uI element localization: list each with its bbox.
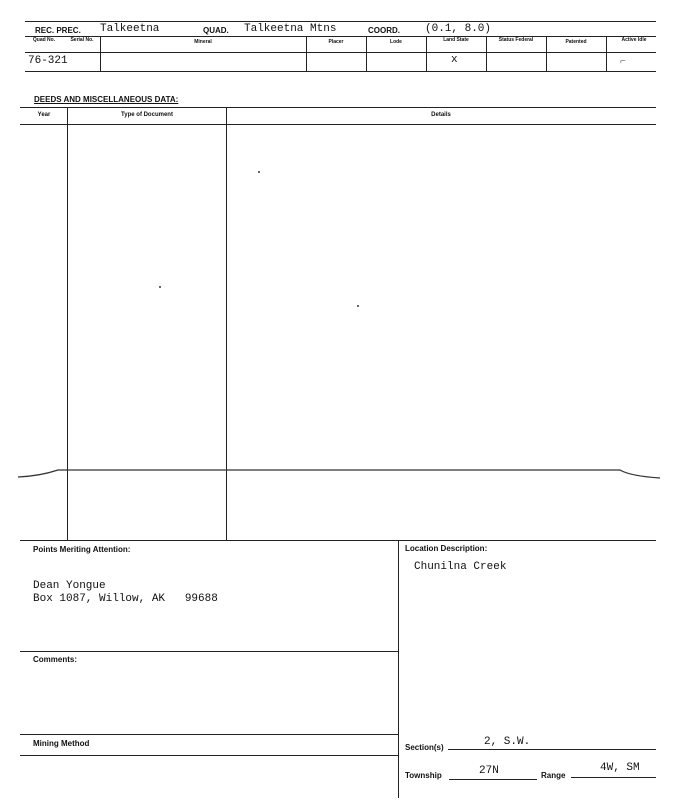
deeds-title: DEEDS AND MISCELLANEOUS DATA:: [34, 95, 179, 104]
col-lode: Lode: [390, 39, 402, 45]
location-label: Location Description:: [405, 544, 488, 553]
land-state-mark: x: [451, 54, 458, 66]
section-label: Section(s): [405, 743, 444, 752]
coord-label: COORD.: [368, 26, 400, 35]
mining-label: Mining Method: [33, 739, 90, 748]
points-name: Dean Yongue: [33, 580, 106, 592]
col-patented: Patented: [565, 39, 587, 45]
top-rule: [25, 21, 656, 22]
township-label: Township: [405, 771, 442, 780]
details-header: Details: [431, 112, 451, 118]
location-value: Chunilna Creek: [414, 561, 507, 573]
deeds-top-rule: [20, 107, 656, 108]
col-placer: Placer: [328, 39, 344, 45]
col-divider: [426, 36, 427, 71]
range-field-line: [571, 777, 656, 778]
mining-field-rule: [20, 755, 398, 756]
speck: [159, 286, 161, 288]
quad-no-value: 76-321: [28, 55, 68, 67]
section-value: 2, S.W.: [484, 736, 531, 748]
col-active-idle: Active Idle: [621, 37, 647, 43]
mining-rule: [20, 734, 398, 735]
points-address: Box 1087, Willow, AK 99688: [33, 593, 218, 605]
section-field-line: [448, 749, 656, 750]
col-quad-no: Quad No.: [32, 37, 56, 43]
township-field-line: [449, 779, 537, 780]
rec-prec-label: REC. PREC.: [35, 26, 81, 35]
record-row-bottom: [25, 71, 656, 72]
col-land-state: Land State: [443, 37, 469, 43]
quad-value: Talkeetna Mtns: [244, 23, 337, 35]
col-divider: [606, 36, 607, 71]
col-serial-no: Serial No.: [70, 37, 94, 43]
speck: [357, 305, 359, 307]
speck: [258, 171, 260, 173]
township-value: 27N: [479, 765, 499, 777]
header-rule: [25, 36, 656, 37]
deeds-header-rule: [20, 124, 656, 125]
points-label: Points Meriting Attention:: [33, 545, 131, 554]
type-header: Type of Document: [121, 112, 173, 118]
comments-label: Comments:: [33, 655, 78, 664]
lower-center-divider: [398, 540, 399, 798]
col-status-federal: Status Federal: [498, 37, 534, 43]
range-value: 4W, SM: [600, 762, 640, 774]
range-label: Range: [541, 771, 566, 780]
rec-prec-value: Talkeetna: [100, 23, 160, 35]
col-mineral: Mineral: [194, 39, 212, 45]
lower-top-rule: [20, 540, 656, 541]
comments-rule: [20, 651, 398, 652]
column-header-rule: [25, 52, 656, 53]
col-divider: [486, 36, 487, 71]
quad-label: QUAD.: [203, 26, 229, 35]
pencil-tick-icon: ⌐: [620, 56, 626, 67]
coord-value: (0.1, 8.0): [425, 23, 492, 35]
page-fold-line: [0, 460, 678, 490]
year-header: Year: [37, 112, 51, 118]
